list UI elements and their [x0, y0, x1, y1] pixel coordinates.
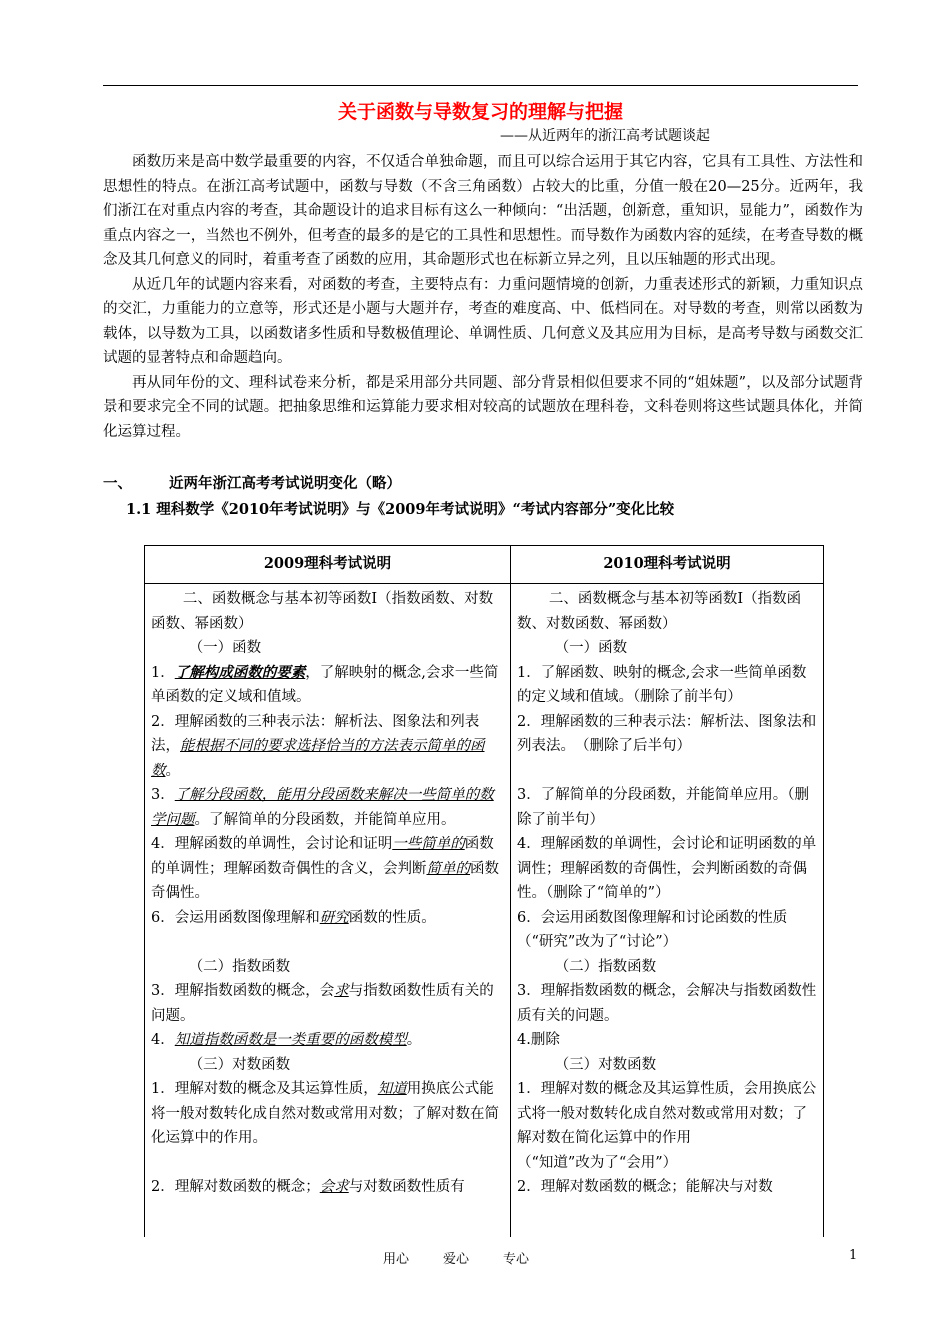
section-text: 近两年浙江高考考试说明变化（略） — [169, 475, 401, 492]
line: 6．会运用函数图像理解和研究函数的性质。 — [151, 909, 436, 926]
line: （二）指数函数 — [554, 958, 657, 975]
line: （一）函数 — [554, 640, 628, 656]
column-header-2010: 2010理科考试说明 — [511, 546, 824, 584]
line: 二、函数概念与基本初等函数Ⅰ（指数函数、对数函数、幂函数） — [517, 591, 802, 632]
intro-body — [103, 150, 863, 444]
emphasis: 一些简单的 — [392, 836, 465, 852]
line: 2．理解对数函数的概念；会求与对数函数性质有 — [151, 1179, 465, 1195]
footer-text: 专心 — [503, 1252, 530, 1267]
section-heading-1-1: 1.1 理科数学《2010年考试说明》与《2009年考试说明》“考试内容部分”变化比较 — [126, 501, 675, 518]
footer-text: 爱心 — [443, 1252, 470, 1267]
paragraph: 函数历来是高中数学最重要的内容，不仅适合单独命题，而且可以综合运用于其它内容，它具有工具性、方法性和思想性的特点。在浙江高考试题中，函数与导数（不含三角函数）占较大的比重，分值一般在20—25分。近两年，我们浙江在对重点内容的考查，其命题设计的追求目标有这么一种倾向：“出活题，创新意，重知识，显能力”，函数作为重点内容之一，当然也不例外，但考查的最多的是它的工具性和思想性。而导数作为函数内容的延续，在考查导数的概念及其几何意义的同时，着重考查了函数的应用，其命题形式也在标新立异之列，且以压轴题的形式出现。 — [103, 154, 863, 268]
line: 6．会运用函数图像理解和讨论函数的性质（“研究”改为了“讨论”） — [517, 909, 788, 950]
page-title: 关于函数与导数复习的理解与把握 — [337, 101, 623, 123]
line: 1．了解构成函数的要素，了解映射的概念,会求一些简单函数的定义域和值域。 — [151, 663, 499, 705]
spacer — [151, 1151, 504, 1176]
section-heading-1 — [103, 472, 401, 493]
line: 4．知道指数函数是一类重要的函数模型。 — [151, 1032, 422, 1048]
line: 4．理解函数的单调性，会讨论和证明函数的单调性；理解函数的奇偶性，会判断函数的奇偶性。（删除了“简单的”） — [517, 836, 817, 901]
cell-2009 — [145, 584, 511, 1238]
emphasis: 知道指数函数是一类重要的函数模型 — [174, 1032, 407, 1048]
emphasis: 了解分段函数，能用分段函数来解决一些简单的数学问题 — [151, 787, 494, 828]
comparison-table — [144, 545, 824, 1237]
emphasis: 研究 — [319, 909, 349, 926]
page-footer — [383, 1248, 563, 1267]
line: 二、函数概念与基本初等函数Ⅰ（指数函数、对数函数、幂函数） — [151, 591, 494, 632]
line: （一）函数 — [188, 640, 262, 656]
line: 3．了解分段函数，能用分段函数来解决一些简单的数学问题。了解简单的分段函数，并能简单应用。 — [151, 787, 494, 828]
line: 2．理解函数的三种表示法：解析法、图象法和列表法。 （删除了后半句） — [517, 713, 817, 754]
page-number: 1 — [849, 1248, 858, 1263]
line: 1．理解对数的概念及其运算性质，知道用换底公式能将一般对数转化成自然对数或常用对数；了解对数在简化运算中的作用。 — [151, 1081, 499, 1146]
paragraph: 从近几年的试题内容来看，对函数的考查，主要特点有：力重问题情境的创新，力重表述形式的新颖，力重知识点的交汇，力重能力的立意等，形式还是小题与大题并存，考查的难度高、中、低档同在。对导数的考查，则常以函数为载体，以导数为工具，以函数诸多性质和导数极值理论、单调性质、几何意义及其应用为目标，是高考导数与函数交汇试题的显著特点和命题趋向。 — [103, 276, 863, 366]
page-subtitle: ——从近两年的浙江高考试题谈起 — [500, 128, 710, 144]
emphasis: 求 — [334, 983, 349, 999]
line: （二）指数函数 — [188, 958, 291, 975]
emphasis: 知道 — [377, 1081, 407, 1097]
line: 2．理解函数的三种表示法：解析法、图象法和列表法，能根据不同的要求选择恰当的方法表示简单的函数。 — [151, 713, 485, 779]
footer-text: 用心 — [383, 1252, 410, 1267]
spacer — [151, 930, 504, 955]
emphasis: 能根据不同的要求选择恰当的方法表示简单的函数 — [151, 738, 485, 779]
line: 4.删除 — [517, 1032, 560, 1048]
line: 1．了解函数、映射的概念,会求一些简单函数的定义域和值域。（删除了前半句） — [517, 664, 807, 705]
spacer — [517, 759, 817, 784]
line: 1．理解对数的概念及其运算性质，会用换底公式将一般对数转化成自然对数或常用对数；了解对数在简化运算中的作用 — [517, 1081, 817, 1146]
line: （“知道”改为了“会用”） — [517, 1154, 678, 1171]
line: （三）对数函数 — [554, 1056, 657, 1073]
line: （三）对数函数 — [188, 1056, 291, 1073]
section-number: 一、 — [103, 475, 132, 492]
line: 2．理解对数函数的概念；能解决与对数 — [517, 1179, 773, 1195]
paragraph: 再从同年份的文、理科试卷来分析，都是采用部分共同题、部分背景相似但要求不同的“姐妹题”，以及部分试题背景和要求完全不同的试题。把抽象思维和运算能力要求相对较高的试题放在理科卷，文科卷则将这些试题具体化，并简化运算过程。 — [103, 374, 863, 440]
cell-2010 — [511, 584, 824, 1238]
header-rule — [103, 85, 858, 86]
column-header-2009: 2009理科考试说明 — [145, 546, 511, 584]
emphasis: 会求 — [319, 1179, 349, 1195]
line: 3．理解指数函数的概念，会求与指数函数性质有关的问题。 — [151, 983, 494, 1024]
emphasis: 了解构成函数的要素 — [174, 663, 306, 681]
line: 3．理解指数函数的概念，会解决与指数函数性质有关的问题。 — [517, 983, 817, 1024]
line: 4．理解函数的单调性，会讨论和证明一些简单的函数的单调性；理解函数奇偶性的含义，会判断简单的函数奇偶性。 — [151, 836, 499, 901]
line: 3．了解简单的分段函数，并能简单应用。（删除了前半句） — [517, 787, 809, 828]
emphasis: 简单的 — [426, 860, 470, 877]
